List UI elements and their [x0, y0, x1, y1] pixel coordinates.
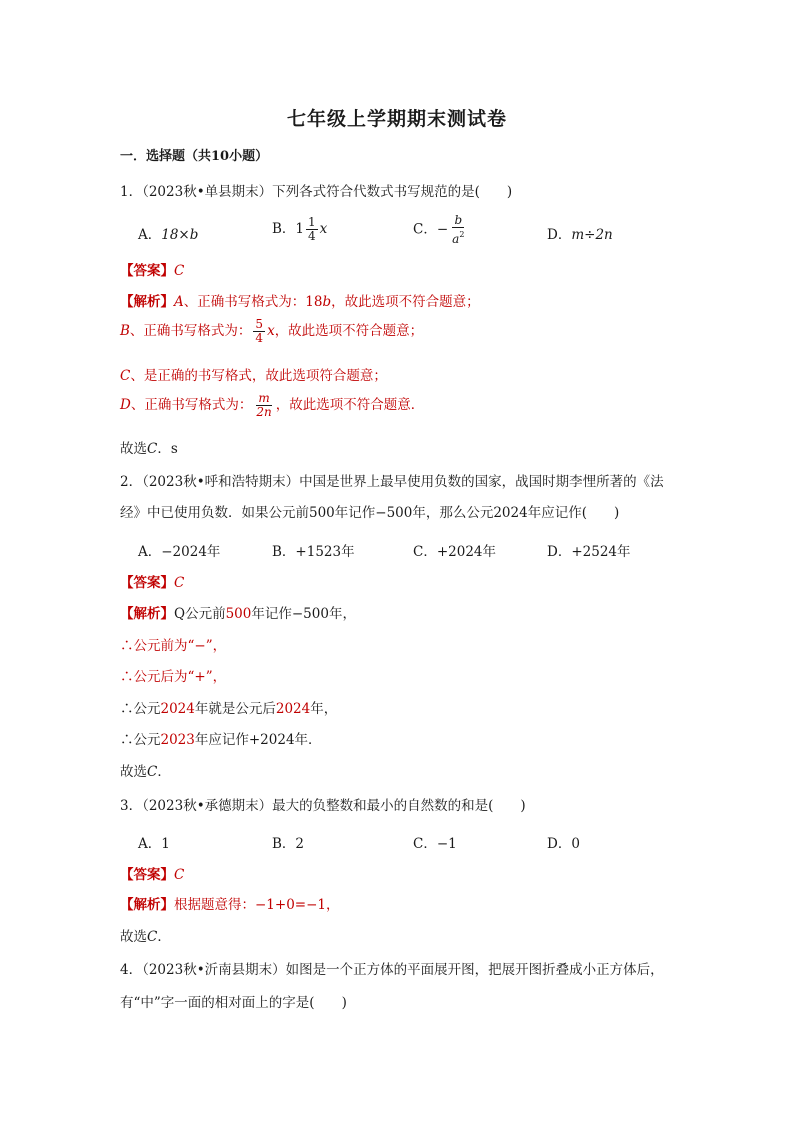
conclusion-text: ．s [157, 441, 178, 457]
q3-option-d: D．0 [547, 836, 580, 852]
q1-option-c [413, 214, 468, 246]
denominator: 2n [256, 405, 272, 419]
analysis-text: 、正确书写格式为： [130, 397, 253, 413]
option-label: A． [138, 227, 162, 243]
q1-option-a [138, 223, 198, 243]
denominator [450, 228, 466, 246]
denominator-base: a [452, 232, 460, 246]
highlight-number: 2024 [275, 701, 311, 717]
variable: A [174, 294, 184, 310]
numerator: b [454, 213, 463, 227]
q1-conclusion [120, 437, 178, 457]
conclusion-text: 故选 [120, 441, 147, 457]
q2-option-d: D．+2524年 [547, 544, 631, 560]
highlight-number: 2023 [160, 732, 195, 748]
analysis-text: 、正确书写格式为： [129, 323, 252, 339]
analysis-text: ，故此选项不符合题意； [274, 323, 424, 339]
analysis-text: ，故此选项不符合题意； [331, 294, 480, 310]
answer-label: 【答案】 [120, 867, 174, 883]
q2-stem-line-1: 2．（2023秋•呼和浩特期末）中国是世界上最早使用负数的国家，战国时期李悝所著的《法 [120, 474, 664, 490]
fraction [253, 318, 265, 345]
q3-option-a: A．1 [138, 836, 170, 852]
numerator: m [258, 391, 270, 405]
q1-stem: 1．（2023秋•单县期末）下列各式符合代数式书写规范的是( ) [120, 184, 513, 200]
q2-answer [120, 571, 184, 591]
numerator: 5 [255, 317, 264, 331]
page-title: 七年级上学期期末测试卷 [286, 108, 507, 130]
conclusion-text: 故选 [120, 929, 147, 945]
fraction [450, 214, 466, 246]
answer-value: C [174, 867, 185, 883]
analysis-text: ∴公元 [120, 732, 161, 748]
answer-value: C [174, 263, 185, 279]
analysis-text: ，故此选项不符合题意． [275, 397, 425, 413]
variable: C [120, 368, 131, 384]
variable: C [147, 764, 158, 780]
analysis-text: 、是正确的书写格式，故此选项符合题意； [130, 368, 387, 384]
analysis-text: Q公元前 [174, 606, 226, 622]
q1-analysis-line-4 [120, 392, 424, 419]
q3-option-c: C．−1 [413, 836, 457, 852]
q2-conclusion [120, 760, 171, 780]
variable: C [147, 441, 158, 457]
answer-value: C [174, 575, 185, 591]
analysis-text: 年， [310, 701, 338, 717]
variable: B [120, 323, 130, 339]
variable: b [322, 294, 332, 310]
q1-analysis-line-2 [120, 318, 423, 345]
option-label: D． [547, 227, 572, 243]
analysis-text: 、正确书写格式为：18 [183, 294, 323, 310]
analysis-label: 【解析】 [120, 606, 174, 622]
analysis-text: 年记作−500年， [251, 606, 356, 622]
q2-option-c: C．+2024年 [413, 544, 496, 560]
section-heading: 一．选择题（共10小题） [120, 149, 269, 164]
denominator: 4 [255, 331, 264, 345]
q2-analysis-line-4 [120, 697, 337, 717]
option-text: m÷2n [571, 227, 613, 243]
answer-label: 【答案】 [120, 575, 174, 591]
analysis-text: ∴公元 [120, 701, 161, 717]
q2-option-b: B．+1523年 [272, 544, 355, 560]
q1-option-b [272, 216, 327, 243]
q3-answer [120, 863, 184, 883]
conclusion-text: ． [157, 764, 171, 780]
mixed-whole: 1 [295, 221, 305, 237]
highlight-number: 500 [225, 606, 252, 622]
variable: D [120, 397, 131, 413]
sign: − [436, 221, 449, 238]
q3-stem: 3．（2023秋•承德期末）最大的负整数和最小的自然数的和是( ) [120, 798, 526, 814]
q4-stem-line-1: 4．（2023秋•沂南县期末）如图是一个正方体的平面展开图，把展开图折叠成小正方体后， [120, 962, 664, 978]
q2-analysis-line-3: ∴公元后为“+”， [120, 669, 227, 685]
q1-analysis-line-1 [120, 290, 480, 310]
q2-analysis-line-5 [120, 728, 322, 748]
variable: x [267, 323, 275, 339]
q1-option-d [547, 223, 613, 243]
q2-analysis-line-2: ∴公元前为“−”， [120, 638, 227, 654]
fraction [254, 392, 273, 419]
q3-analysis [120, 893, 340, 913]
q3-option-b: B．2 [272, 836, 305, 852]
analysis-text: 年应记作+2024年． [194, 732, 322, 748]
exponent: 2 [459, 230, 465, 239]
q2-stem-line-2: 经》中已使用负数．如果公元前500年记作−500年，那么公元2024年应记作( ) [120, 505, 620, 521]
fraction [306, 216, 318, 243]
q2-analysis-line-1 [120, 602, 356, 622]
conclusion-text: ． [157, 929, 171, 945]
analysis-text: 年就是公元后 [194, 701, 276, 717]
denominator: 4 [308, 229, 316, 243]
option-label: B． [272, 221, 296, 237]
variable: x [319, 221, 328, 237]
option-text: 18×b [161, 227, 199, 243]
variable: C [147, 929, 158, 945]
option-label: C． [413, 221, 437, 238]
q2-option-a: A．−2024年 [138, 544, 221, 560]
numerator: 1 [308, 215, 316, 229]
conclusion-text: 故选 [120, 764, 147, 780]
analysis-label: 【解析】 [120, 897, 174, 913]
analysis-text: 根据题意得：−1+0=−1， [174, 897, 340, 913]
q1-answer [120, 259, 184, 279]
answer-label: 【答案】 [120, 263, 174, 279]
q4-stem-line-2: 有“中”字一面的相对面上的字是( ) [120, 995, 347, 1011]
highlight-number: 2024 [160, 701, 195, 717]
analysis-label: 【解析】 [120, 294, 174, 310]
q1-analysis-line-3 [120, 364, 387, 384]
q3-conclusion [120, 925, 171, 945]
